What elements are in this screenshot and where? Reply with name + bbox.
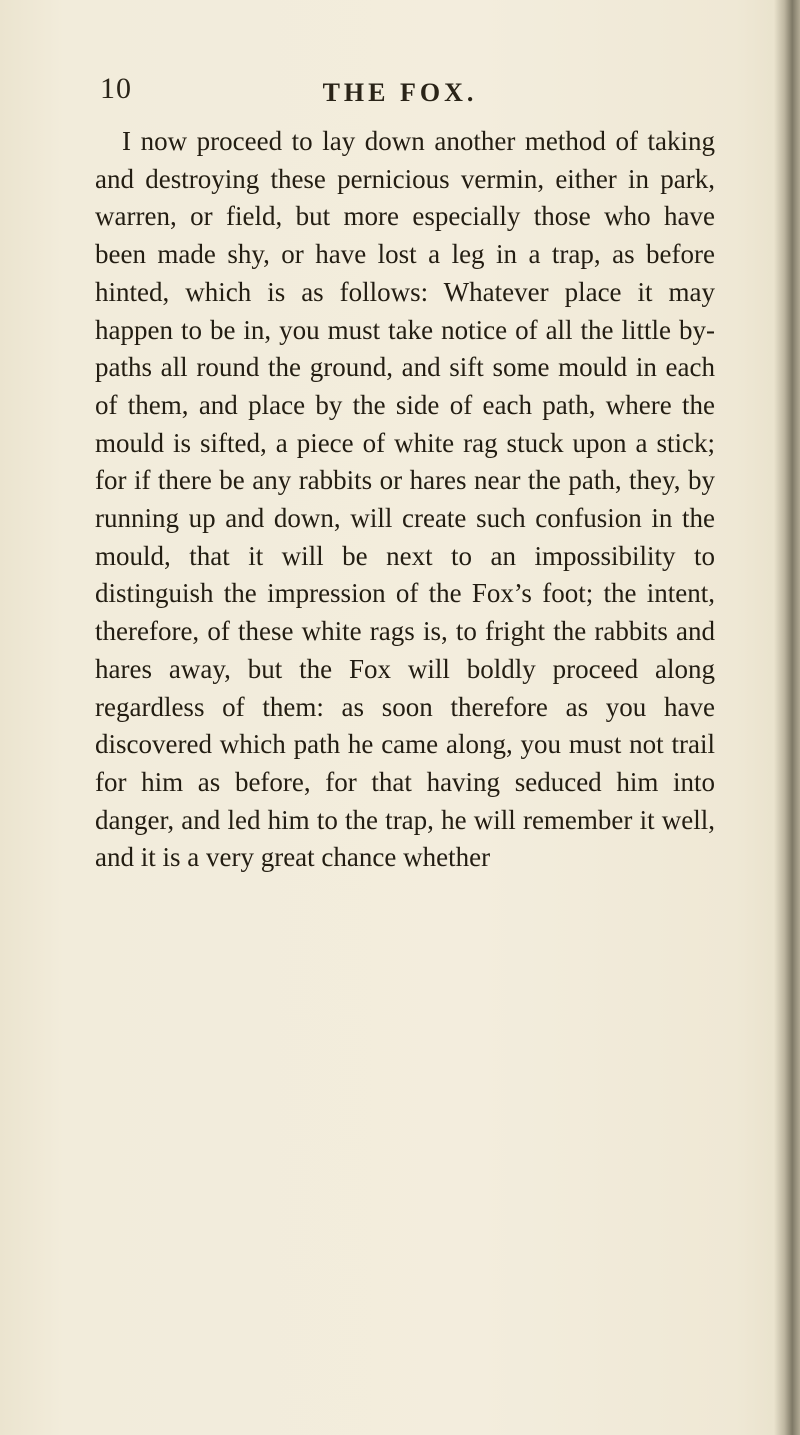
page-number: 10 [100, 72, 132, 105]
body-paragraph: I now proceed to lay down another method of taking and destroying these pernicious vermin, either in park, warren, or field, but more especially those who have been made shy, or have lost a leg in a trap, as before hinted, which is as follows: Whatever place it may happen to be in, you must take notice of all the little by-paths all round the ground, and sift some mould in each of them, and place by the side of each path, where the mould is sifted, a piece of white rag stuck upon a stick; for if there be any rabbits or hares near the path, they, by running up and down, will create such confusion in the mould, that it will be next to an impossibility to distinguish the impression of the Fox’s foot; the intent, therefore, of these white rags is, to fright the rabbits and hares away, but the Fox will boldly proceed along regardless of them: as soon therefore as you have discovered which path he came along, you must not trail for him as before, for that having seduced him into danger, and led him to the trap, he will remember it well, and it is a very great chance whether [95, 126, 715, 873]
page-gutter-shadow [774, 0, 800, 1435]
running-title: THE FOX. [322, 78, 478, 107]
